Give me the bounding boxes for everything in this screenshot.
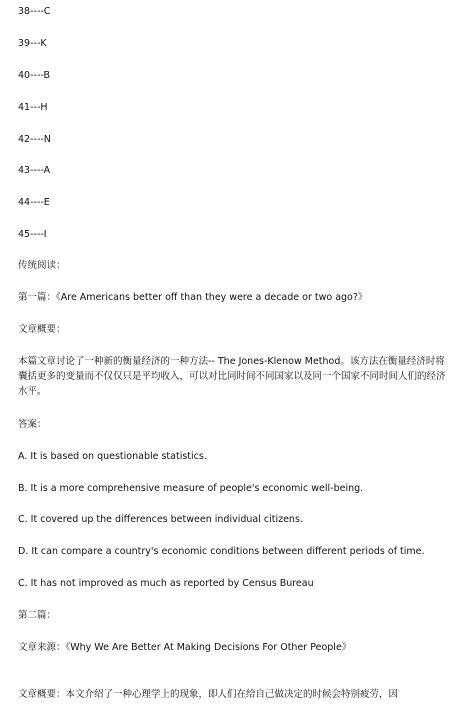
answer-line: 38----C <box>18 6 51 17</box>
passage1-answer-line: C. It has not improved as much as reported by Census Bureau <box>18 578 314 589</box>
section-heading: 传统阅读： <box>18 260 66 271</box>
passage1-summary-label: 文章概要： <box>18 324 66 335</box>
answer-line: 41---H <box>18 102 48 113</box>
passage1-answer-line: A. It is based on questionable statistics. <box>18 451 207 462</box>
passage1-answers-label: 答案： <box>18 419 47 430</box>
passage1-summary-text: 本篇文章讨论了一种新的衡量经济的一种方法-- The Jones-Klenow Method。该方法在衡量经济时将囊括更多的变量而不仅仅只是平均收入，可以对比同时间不同国家以及同一个国家不同时间人们的经济水平。 <box>18 356 446 397</box>
answer-line: 43----A <box>18 165 51 176</box>
passage2-summary: 文章概要：本文介绍了一种心理学上的现象，即人们在给自己做决定的时候会特别疲劳，因 <box>18 689 399 700</box>
answer-line: 42----N <box>18 134 51 145</box>
passage2-heading: 第二篇： <box>18 610 57 621</box>
answer-line: 45----I <box>18 229 47 240</box>
passage1-answer-line: B. It is a more comprehensive measure of people's economic well-being. <box>18 483 364 494</box>
passage1-answer-line: C. It covered up the differences between individual citizens. <box>18 514 303 525</box>
passage2-source: 文章来源：《Why We Are Better At Making Decisions For Other People》 <box>18 642 352 653</box>
passage1-title: 第一篇：《Are Americans better off than they were a decade or two ago?》 <box>18 292 368 303</box>
answer-line: 40----B <box>18 70 50 81</box>
answer-line: 39---K <box>18 38 47 49</box>
answer-line: 44----E <box>18 197 50 208</box>
passage1-answer-line: D. It can compare a country's economic conditions between different periods of time. <box>18 546 425 557</box>
